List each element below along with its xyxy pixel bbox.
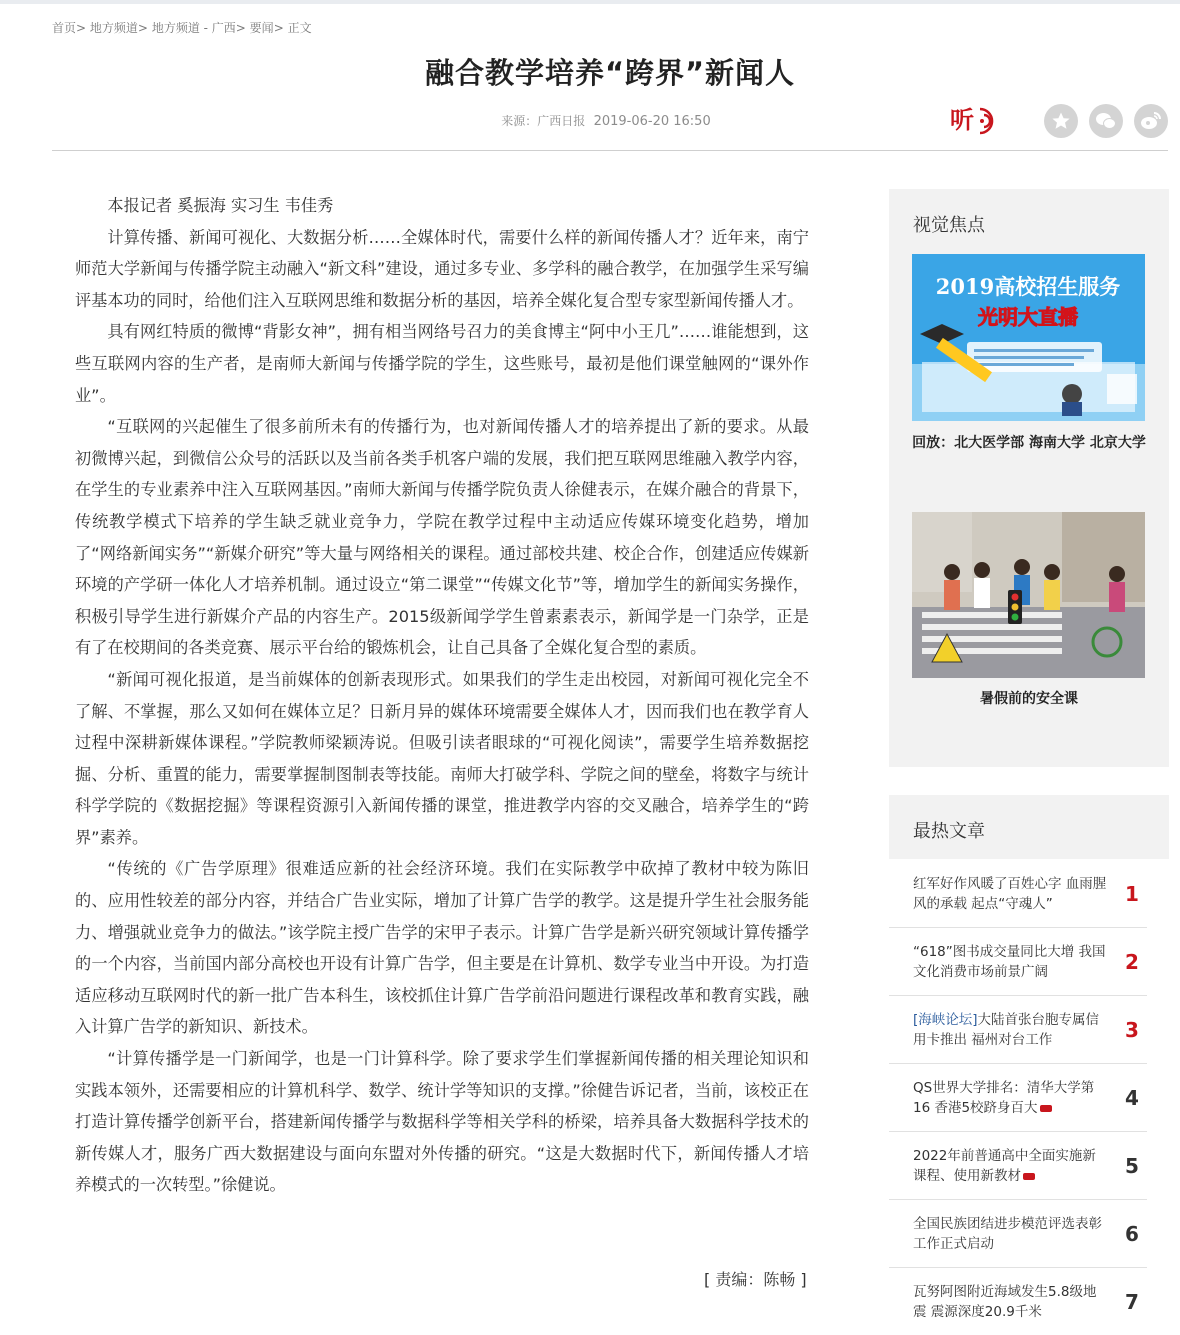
breadcrumb-current: 正文 [287,21,312,35]
hot-article-title[interactable]: [海峡论坛]大陆首张台胞专属信用卡推出 福州对台工作 [913,1012,1100,1048]
article-source: 来源：广西日报 [501,114,586,128]
favorite-button[interactable] [1044,104,1078,138]
article-paragraph: “新闻可视化报道，是当前媒体的创新表现形式。如果我们的学生走出校园，对新闻可视化完全不了解、不掌握，那么又如何在媒体立足？日新月异的媒体环境需要全媒体人才，因而我们也在教学育人过程中深耕新媒体课程。”学院教师梁颖涛说。但吸引读者眼球的“可视化阅读”，需要学生培养数据挖掘、分析、重置的能力，需要掌握制图制表等技能。南师大打破学科、学院之间的壁垒，将数字与统计科学学院的《数据挖掘》等课程资源引入新闻传播的课堂，推进教学内容的交叉融合，培养学生的“跨界”素养。 [75,669,809,847]
wechat-share-button[interactable] [1089,104,1123,138]
hot-article-rank: 4 [1125,1086,1139,1110]
top-bar [0,0,1180,4]
hot-article-title[interactable]: “618”图书成交量同比大增 我国文化消费市场前景广阔 [913,944,1106,980]
listen-button[interactable] [949,101,1003,139]
listen-icon [949,101,1003,139]
hot-article-title[interactable]: 红军好作风暖了百姓心字 血雨腥风的承载 起点“守魂人” [913,876,1107,912]
weibo-icon [1140,111,1162,131]
hot-article-rank: 6 [1125,1222,1139,1246]
hot-articles-header [889,795,1169,859]
hot-article-item[interactable] [889,1200,1147,1268]
hot-article-item[interactable] [889,1268,1147,1335]
breadcrumb-guangxi[interactable]: 地方频道 - 广西 [151,21,236,35]
video-icon [1040,1105,1052,1112]
hot-article-rank: 5 [1125,1154,1139,1178]
focus-caption[interactable]: 暑假前的安全课 [980,691,1078,707]
visual-focus-title: 视觉焦点 [913,215,985,236]
article-datetime: 2019-06-20 16:50 [593,114,711,129]
hot-article-rank: 7 [1125,1290,1139,1314]
listen-label: 听 [950,106,974,134]
hot-article-rank: 1 [1125,882,1139,906]
breadcrumb: 首页> 地方频道> 地方频道 - 广西> 要闻> 正文 [52,21,312,35]
article-paragraph: “互联网的兴起催生了很多前所未有的传播行为，也对新闻传播人才的培养提出了新的要求。从最初微博兴起，到微信公众号的活跃以及当前各类手机客户端的发展，我们把互联网思维融入教学内容，在学生的专业素养中注入互联网基因。”南师大新闻与传播学院负责人徐健表示，在媒介融合的背景下，传统教学模式下培养的学生缺乏就业竞争力，学院在教学过程中主动适应传媒环境变化趋势，增加了“网络新闻实务”“新媒介研究”等大量与网络相关的课程。通过部校共建、校企合作，创建适应传媒新环境的产学研一体化人才培养机制。通过设立“第二课堂”“传媒文化节”等，增加学生的新闻实务操作，积极引导学生进行新媒介产品的内容生产。2015级新闻学学生曾素素表示，新闻学是一门杂学，正是有了在校期间的各类竞赛、展示平台给的锻炼机会，让自己具备了全媒化复合型的素质。 [75,417,809,658]
article-title: 融合教学培养“跨界”新闻人 [424,56,796,90]
wechat-icon [1095,111,1117,131]
video-icon [1023,1173,1035,1180]
hot-article-rank: 2 [1125,950,1139,974]
article-editor: [ 责编：陈畅 ] [704,1270,807,1289]
article-paragraph: 具有网红特质的微博“背影女神”，拥有相当网络号召力的美食博主“阿中小王几”……谁能想到，这些互联网内容的生产者，是南师大新闻与传播学院的学生，这些账号，最初是他们课堂触网的“课外作业”。 [75,322,809,405]
hot-article-item[interactable] [889,1132,1147,1200]
hot-article-title[interactable]: 瓦努阿图附近海域发生5.8级地震 震源深度20.9千米 [913,1284,1097,1320]
focus-caption[interactable]: 回放：北大医学部 海南大学 北京大学 [912,435,1146,451]
hot-article-title[interactable]: 全国民族团结进步模范评选表彰工作正式启动 [913,1216,1102,1252]
banner-line1: 2019高校招生服务 [935,274,1121,299]
hot-article-title[interactable]: QS世界大学排名：清华大学第16 香港5校跻身百大 [913,1080,1095,1116]
breadcrumb-local[interactable]: 地方频道 [89,21,138,35]
breadcrumb-home[interactable]: 首页 [52,21,77,35]
weibo-share-button[interactable] [1134,104,1168,138]
hot-article-rank: 3 [1125,1018,1139,1042]
hot-article-item[interactable] [889,996,1147,1064]
article-paragraph: 计算传播、新闻可视化、大数据分析……全媒体时代，需要什么样的新闻传播人才？近年来，南宁师范大学新闻与传播学院主动融入“新文科”建设，通过多专业、多学科的融合教学，在加强学生采写编评基本功的同时，给他们注入互联网思维和数据分析的基因，培养全媒化复合型专家型新闻传播人才。 [75,227,809,310]
hot-article-item[interactable] [889,860,1147,928]
hot-article-title[interactable]: 2022年前普通高中全面实施新课程、使用新教材 [913,1148,1096,1184]
banner-line2: 光明大直播 [978,305,1078,329]
article-meta [0,112,1180,129]
header-divider [52,150,1168,151]
visual-focus-panel [889,189,1169,767]
hot-article-item[interactable] [889,1064,1147,1132]
article-paragraph: “传统的《广告学原理》很难适应新的社会经济环境。我们在实际教学中砍掉了教材中较为陈旧的、应用性较差的部分内容，并结合广告业实际，增加了计算广告学的教学。这是提升学生社会服务能力、增强就业竞争力的做法。”该学院主授广告学的宋甲子表示。计算广告学是新兴研究领域计算传播学的一个内容，当前国内部分高校也开设有计算广告学，但主要是在计算机、数学专业当中开设。为打造适应移动互联网时代的新一批广告本科生，该校抓住计算广告学前沿问题进行课程改革和教育实践，融入计算广告学的新知识、新技术。 [75,859,809,1037]
article-byline: 本报记者 奚振海 实习生 韦佳秀 [107,196,334,215]
hot-article-item[interactable] [889,928,1147,996]
hot-articles-title: 最热文章 [913,821,985,842]
breadcrumb-news[interactable]: 要闻 [249,21,274,35]
star-icon [1051,111,1071,131]
hot-article-tag[interactable]: [海峡论坛] [913,1012,978,1028]
article-body [75,190,809,1201]
focus-image-safety[interactable] [912,512,1145,678]
article-paragraph: “计算传播学是一门新闻学，也是一门计算科学。除了要求学生们掌握新闻传播的相关理论知识和实践本领外，还需要相应的计算机科学、数学、统计学等知识的支撑。”徐健告诉记者，当前，该校正在打造计算传播学创新平台，搭建新闻传播学与数据科学等相关学科的桥梁，培养具备大数据科学技术的新传媒人才，服务广西大数据建设与面向东盟对外传播的研究。“这是大数据时代下，新闻传播人才培养模式的一次转型。”徐健说。 [75,1049,809,1195]
focus-image-livestream[interactable] [912,254,1145,421]
